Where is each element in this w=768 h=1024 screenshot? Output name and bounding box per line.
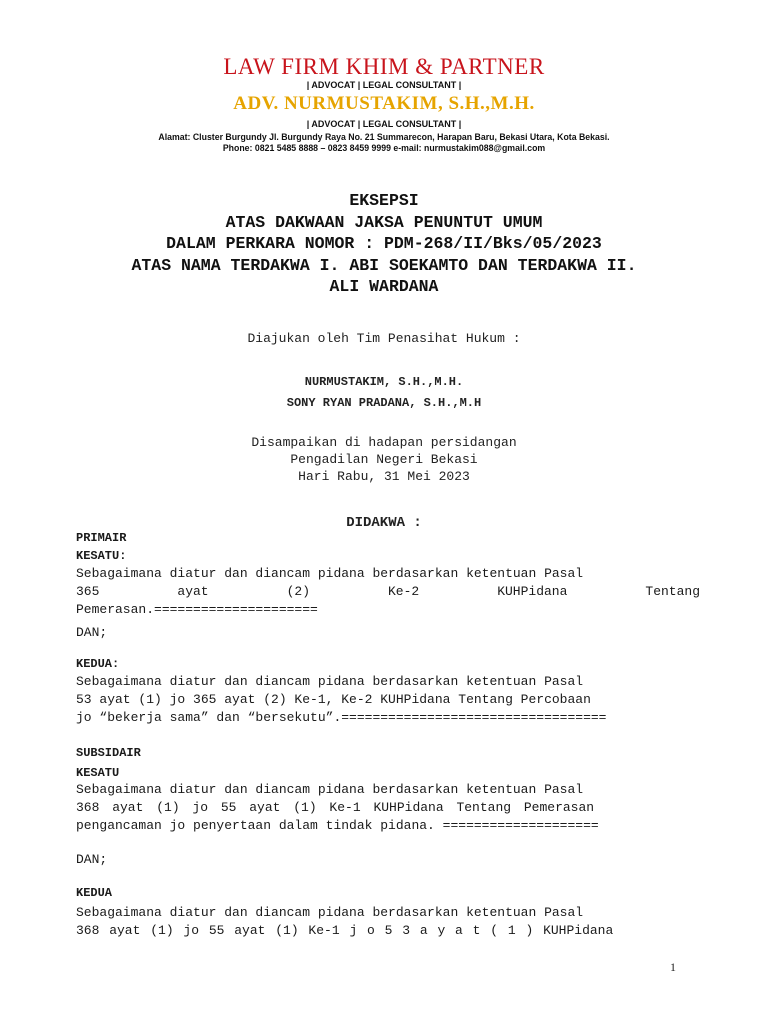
document-title [0, 190, 768, 298]
word: KUHPidana [497, 584, 568, 599]
text-line: Sebagaimana diatur dan diancam pidana berdasarkan ketentuan Pasal [76, 674, 584, 689]
delivery-line-3: Hari Rabu, 31 Mei 2023 [298, 469, 470, 484]
text-line: pengancaman jo penyertaan dalam tindak pidana. ==================== [76, 818, 599, 833]
primair-kedua-text [76, 673, 700, 727]
subsidair-kedua-text [76, 904, 700, 940]
charges-heading: DIDAKWA : [346, 515, 422, 531]
primair-kedua-label: KEDUA: [76, 657, 120, 671]
firm-contact: Phone: 0821 5485 8888 – 0823 8459 9999 e-mail: nurmustakim088@gmail.com [222, 143, 546, 154]
title-line-3: DALAM PERKARA NOMOR : PDM-268/II/Bks/05/2023 [166, 234, 602, 253]
word: Ke-2 [387, 584, 420, 599]
conjunction-dan-2: DAN; [76, 852, 108, 867]
subsidair-kesatu-label: KESATU [76, 766, 120, 780]
subsidair-label: SUBSIDAIR [76, 746, 141, 760]
word: (2) [286, 584, 310, 599]
counsel-name-2: SONY RYAN PRADANA, S.H.,M.H [286, 396, 482, 410]
firm-address: Alamat: Cluster Burgundy Jl. Burgundy Raya No. 21 Summarecon, Harapan Baru, Bekasi Utara, Kota Bekasi. [158, 132, 610, 143]
advocate-name: ADV. NURMUSTAKIM, S.H.,M.H. [233, 93, 535, 114]
text-line: Sebagaimana diatur dan diancam pidana berdasarkan ketentuan Pasal [76, 782, 584, 797]
primair-kesatu-label: KESATU: [76, 549, 127, 563]
text-line: 368 ayat (1) jo 55 ayat (1) Ke-1 j o 5 3 a y a t ( 1 ) KUHPidana [76, 923, 614, 938]
page-number: 1 [670, 960, 676, 974]
counsel-name-1: NURMUSTAKIM, S.H.,M.H. [304, 375, 464, 389]
word: ayat [177, 584, 209, 599]
text-line: Sebagaimana diatur dan diancam pidana berdasarkan ketentuan Pasal [76, 566, 584, 581]
subsidair-kesatu-text [76, 781, 700, 835]
subsidair-kedua-label: KEDUA [76, 886, 113, 900]
delivery-line-2: Pengadilan Negeri Bekasi [290, 452, 478, 467]
title-line-1: EKSEPSI [349, 191, 419, 210]
title-line-2: ATAS DAKWAAN JAKSA PENUNTUT UMUM [225, 212, 543, 232]
delivery-info [0, 434, 768, 485]
title-line-4: ATAS NAMA TERDAKWA I. ABI SOEKAMTO DAN TERDAKWA II. [131, 255, 637, 275]
text-line: 368 ayat (1) jo 55 ayat (1) Ke-1 KUHPidana Tentang Pemerasan [76, 800, 595, 815]
word: 365 [76, 584, 100, 599]
submitted-by-label: Diajukan oleh Tim Penasihat Hukum : [247, 331, 521, 346]
text-line: 53 ayat (1) jo 365 ayat (2) Ke-1, Ke-2 KUHPidana Tentang Percobaan [76, 692, 591, 707]
text-line: jo “bekerja sama” dan “bersekutu”.================================== [76, 710, 607, 725]
tagline-bottom: | ADVOCAT | LEGAL CONSULTANT | [306, 119, 462, 129]
conjunction-dan: DAN; [76, 625, 108, 640]
title-line-5: ALI WARDANA [329, 277, 439, 296]
primair-kesatu-text [76, 565, 700, 619]
text-line: Pemerasan.===================== [76, 602, 318, 617]
firm-name: LAW FIRM KHIM & PARTNER [223, 54, 545, 79]
word: Tentang [645, 584, 700, 599]
delivery-line-1: Disampaikan di hadapan persidangan [251, 435, 517, 450]
tagline-top: | ADVOCAT | LEGAL CONSULTANT | [306, 80, 462, 90]
text-line [76, 583, 700, 601]
text-line: Sebagaimana diatur dan diancam pidana berdasarkan ketentuan Pasal [76, 905, 584, 920]
primair-label: PRIMAIR [76, 531, 127, 545]
